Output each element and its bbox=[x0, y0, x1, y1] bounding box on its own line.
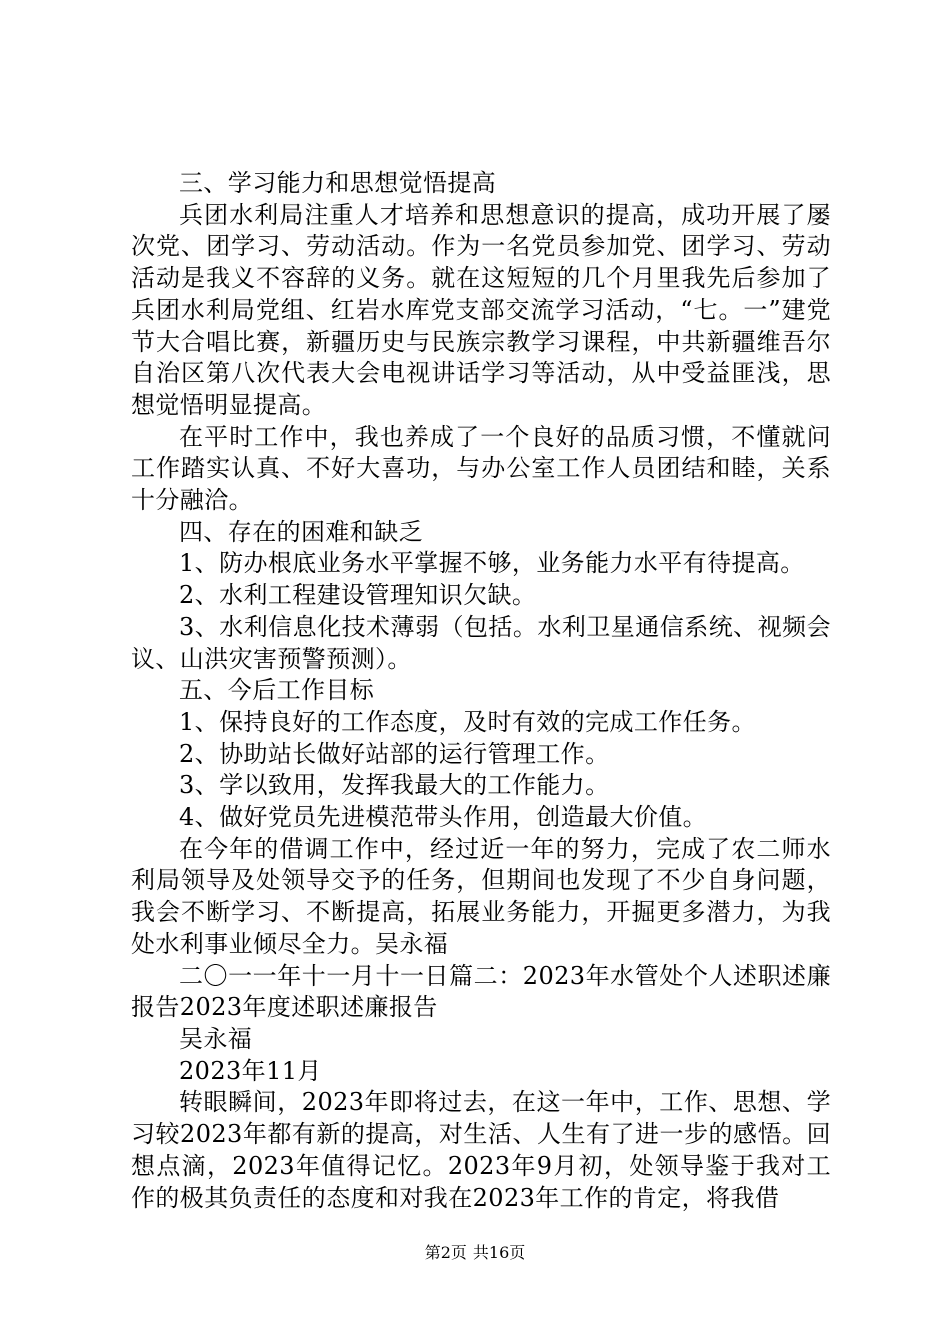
paragraph: 2、协助站长做好站部的运行管理工作。 bbox=[179, 739, 610, 768]
page-total: 共16页 bbox=[472, 1243, 526, 1262]
paragraph: 二〇一一年十一月十一日篇二：2023年水管处个人述职述廉报告2023年度述职述廉报告 bbox=[131, 961, 831, 1022]
paragraph: 转眼瞬间，2023年即将过去，在这一年中，工作、思想、学习较2023年都有新的提高，对生活、人生有了进一步的感悟。回想点滴，2023年值得记忆。2023年9月初，处领导鉴于我对工作的极其负责任的态度和对我在2023年工作的肯定，将我借 bbox=[131, 1088, 831, 1212]
paragraph: 五、今后工作目标 bbox=[179, 676, 375, 705]
paragraph: 吴永福 bbox=[179, 1024, 253, 1053]
paragraph: 四、存在的困难和缺乏 bbox=[179, 517, 423, 546]
paragraph: 在今年的借调工作中，经过近一年的努力，完成了农二师水利局领导及处领导交予的任务，但期间也发现了不少自身问题，我会不断学习、不断提高，拓展业务能力，开掘更多潜力，为我处水利事业倾尽全力。吴永福 bbox=[131, 834, 831, 958]
page-footer bbox=[0, 1243, 950, 1263]
paragraph: 3、水利信息化技术薄弱（包括。水利卫星通信系统、视频会议、山洪灾害预警预测）。 bbox=[131, 612, 831, 673]
paragraph: 3、学以致用，发挥我最大的工作能力。 bbox=[179, 771, 610, 800]
paragraph: 1、保持良好的工作态度，及时有效的完成工作任务。 bbox=[179, 707, 756, 736]
paragraph: 1、防办根底业务水平掌握不够，业务能力水平有待提高。 bbox=[179, 549, 805, 578]
page-number: 第2页 bbox=[424, 1243, 467, 1262]
document-body bbox=[131, 168, 831, 1214]
paragraph: 在平时工作中，我也养成了一个良好的品质习惯，不懂就问工作踏实认真、不好大喜功，与办公室工作人员团结和睦，关系十分融洽。 bbox=[131, 422, 831, 515]
paragraph: 2023年11月 bbox=[179, 1056, 322, 1085]
paragraph: 4、做好党员先进模范带头作用，创造最大价值。 bbox=[179, 803, 708, 832]
paragraph: 三、学习能力和思想觉悟提高 bbox=[179, 169, 497, 197]
paragraph: 2、水利工程建设管理知识欠缺。 bbox=[179, 581, 537, 610]
paragraph: 兵团水利局注重人才培养和思想意识的提高，成功开展了屡次党、团学习、劳动活动。作为一名党员参加党、团学习、劳动活动是我义不容辞的义务。就在这短短的几个月里我先后参加了兵团水利局党组、红岩水库党支部交流学习活动，“七。一”建党节大合唱比赛，新疆历史与民族宗教学习课程，中共新疆维吾尔自治区第八次代表大会电视讲话学习等活动，从中受益匪浅，思想觉悟明显提高。 bbox=[131, 200, 831, 419]
